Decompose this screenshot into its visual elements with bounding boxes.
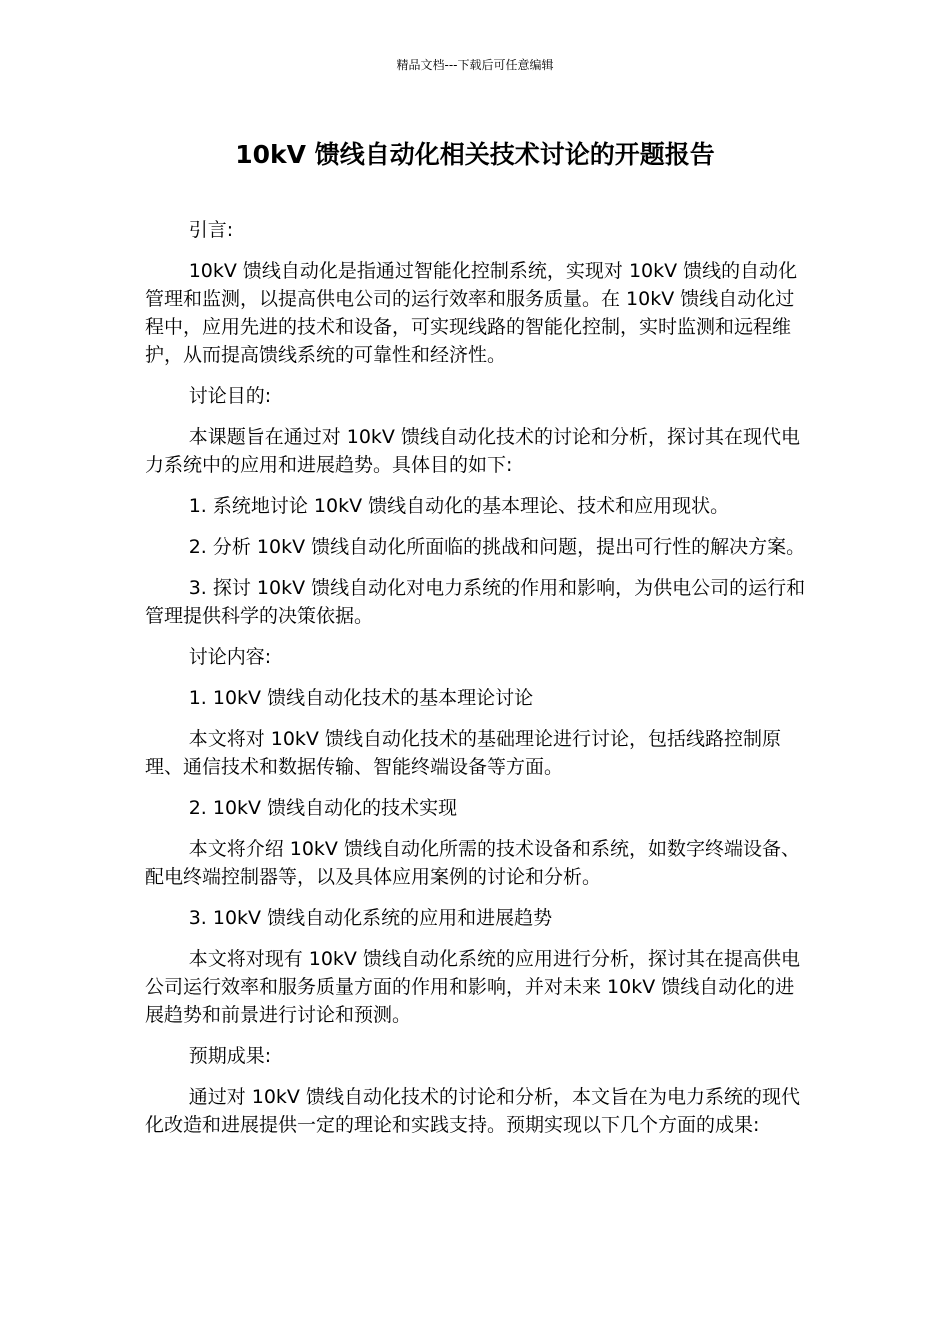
purpose-item-3: 3. 探讨 10kV 馈线自动化对电力系统的作用和影响，为供电公司的运行和管理提供科学的决策依据。 <box>145 577 806 627</box>
section-heading-purpose: 讨论目的: <box>188 385 272 407</box>
intro-paragraph: 10kV 馈线自动化是指通过智能化控制系统，实现对 10kV 馈线的自动化管理和监测，以提高供电公司的运行效率和服务质量。在 10kV 馈线自动化过程中，应用先进的技术和设备，可实现线路的智能化控制，实时监测和远程维护，从而提高馈线系统的可靠性和经济性。 <box>145 260 798 366</box>
section-heading-intro: 引言: <box>188 219 234 241</box>
section-heading-outcomes: 预期成果: <box>188 1045 272 1067</box>
purpose-item-2: 2. 分析 10kV 馈线自动化所面临的挑战和问题，提出可行性的解决方案。 <box>188 536 806 558</box>
document-title: 10kV 馈线自动化相关技术讨论的开题报告 <box>235 140 715 169</box>
content-item-1-paragraph: 本文将对 10kV 馈线自动化技术的基础理论进行讨论，包括线路控制原理、通信技术和数据传输、智能终端设备等方面。 <box>145 728 781 778</box>
content-item-1-heading: 1. 10kV 馈线自动化技术的基本理论讨论 <box>188 687 534 709</box>
document-body <box>145 216 811 1152</box>
purpose-paragraph: 本课题旨在通过对 10kV 馈线自动化技术的讨论和分析，探讨其在现代电力系统中的应用和进展趋势。具体目的如下: <box>145 426 800 476</box>
page-header-note: 精品文档---下载后可任意编辑 <box>396 58 554 72</box>
purpose-item-1: 1. 系统地讨论 10kV 馈线自动化的基本理论、技术和应用现状。 <box>188 495 730 517</box>
content-item-3-heading: 3. 10kV 馈线自动化系统的应用和进展趋势 <box>188 907 553 929</box>
content-item-2-paragraph: 本文将介绍 10kV 馈线自动化所需的技术设备和系统，如数字终端设备、配电终端控制器等，以及具体应用案例的讨论和分析。 <box>145 838 800 888</box>
content-item-2-heading: 2. 10kV 馈线自动化的技术实现 <box>188 797 458 819</box>
section-heading-content: 讨论内容: <box>188 646 272 668</box>
content-item-3-paragraph: 本文将对现有 10kV 馈线自动化系统的应用进行分析，探讨其在提高供电公司运行效率和服务质量方面的作用和影响，并对未来 10kV 馈线自动化的进展趋势和前景进行讨论和预测。 <box>145 948 800 1026</box>
outcomes-paragraph: 通过对 10kV 馈线自动化技术的讨论和分析，本文旨在为电力系统的现代化改造和进展提供一定的理论和实践支持。预期实现以下几个方面的成果: <box>145 1086 800 1136</box>
